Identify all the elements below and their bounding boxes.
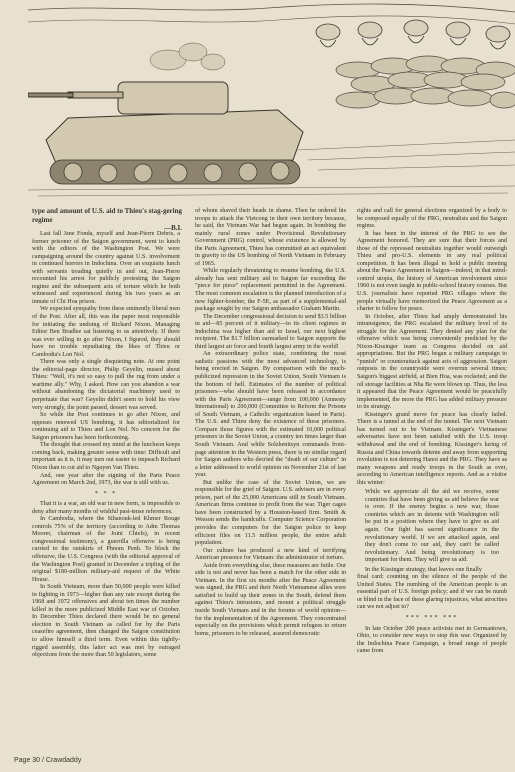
- paragraph: In Cambodia, where the Sihanouk-led Khmer Rouge controls 75% of the territory (according to Adm Thomas Moorer, chairman of the Joint Chiefs), in recent congressional testimony), a guerrilla offensive is being carried to the outskirts of Phnom Penh. To block the offensive, the U.S. Congress (with the editorial approval of the Washington Post) granted in December a tripling of the original $180-million military-aid request of the White House.: [32, 516, 180, 583]
- paragraph: In late October 200 peace activists met in Germantown, Ohio, to consider new ways to stop this war. Organized by the Indochina Peace Campaign, a broad range of people came from: [357, 625, 507, 655]
- paragraph: But unlike the case of the Soviet Union, we are responsible for the grief of Saigon. U.S. advisers are in every prison, part of the 25,000 Americans still in South Vietnam. American firms continue to profit from the war. Tiger cages have been constructed by a Houston-based firm. Smith & Wesson sends the handcuffs. Computer Science Corporation provides the computers for the Saigon police to keep efficient files on 11.5 million people, the entire adult population.: [195, 479, 346, 547]
- paragraph: of whom shaved their heads in shame. Then he ordered his troops to attack the Vietcong in their own territory because, he said, the Vietnam War had begun again. In bombing the mainly rural zones under Provisional Revolutionary Government (PRG) control, whose existence is allowed by the Paris Agreement, Thieu has committed an act equivalent in gravity to the US bombing of North Vietnam in February of 1965.: [195, 208, 346, 267]
- tank-soldiers-illustration: [28, 0, 515, 205]
- paragraph: It has been in the interest of the PRG to see the Agreement honored. They are sure that their forces and those of the repressed neutralists together would outweigh Thieu and pro-U.S. elements in any real political competition. It has been illegal to hold a public meeting about the Peace Agreement in Saigon—indeed, in that mind-control utopia, the history of American involvement since 1960 is not even taught in public-school history courses. But U.S. journalists have reported PRG villages where the people virtually have memorized the Peace Agreement as a charter to follow for peace.: [357, 230, 507, 313]
- paragraph: Last fall Jane Fonda, myself and Jean-Pierre Debris, a former prisoner of the Saigon government, went to lunch with the editors of the Washington Post. We were campaigning around the country against U.S. involvement in continued horrors in Indochina. Over an exquisite lunch with servants treading quietly in and out, Jean-Pierre recounted his arrest for publicly protesting the Saigon regime and the subsequent acts of torture which he both witnessed and experienced during his two years as an inmate of Chi Hoa prison.: [32, 231, 180, 305]
- section-separator: * * *: [94, 490, 118, 497]
- paragraph: The December congressional decision to send $3.5 billion in aid—85 percent of it military—to its client regimes in Indochina was higher than aid to Israel, our next highest recipient. The $1.7 billion earmarked to Saigon supports the third largest air force and fourth largest army in the world!: [195, 313, 346, 350]
- paragraph: We expected sympathy from these eminently liberal men of the Post. After all, this was the paper most responsible for initiating the undoing of Richard Nixon. Managing Editor Ben Bradlee sat listening to us attentively. If there was ever willing to go after Nixon, I figured, they should have no trouble repudiating the likes of Thieu or Cambodia's Lon Nol.: [32, 306, 180, 358]
- paragraph: In October, after Thieu had amply demonstrated his intransigence, the PRG escalated the military level of its struggle for the Agreement. They denied any plan for the offensive which was being conveniently predicted by the Nixon-Kissinger team as Congress decided on aid appropriations. But the PRG began a military campaign to "punish" or counterattack against acts of aggression. Saigon outposts in the countryside were overrun several times; Saigon's biggest airfield, at Bien Hoa, was rocketed; and the oil storage facilities at Nha Be were blown up. Thus, the less it appeared that the Peace Agreement would be peacefully implemented, the more the PRG has added military pressure to its strategy.: [357, 313, 507, 411]
- caption-text: type and amount of U.S. aid to Thieu's stag-gering regime: [32, 207, 183, 224]
- paragraph: And, one year after the signing of the Paris Peace Agreement on March 2nd, 1973, the war is still with us.: [32, 472, 180, 487]
- paragraph: Kissinger's grand move for peace has clearly failed. There is a tunnel at the end of the tunnel. The next Vietnam has turned out to be Vietnam. Kissinger's Vietnamese adversaries have not been satisfied with the U.S. troop withdrawal and the end of bombing. Kissinger's luring of Russia and China towards detente and away from supporting revolution is not deterring Hanoi and the PRG. They have as many weapons and ready troops in the South as ever, according to American intelligence reports. And as a visitor this winter:: [357, 411, 507, 486]
- article-column-2: [195, 208, 346, 638]
- paragraph: In South Vietnam, more than 50,000 people were killed in fighting in 1973—higher than any rate except during the 1968 and 1972 offensives and about ten times the number killed in the more publicized Middle East war of October. In December Thieu declared there would be no general election in South Vietnam as called for by the Paris ceasefire agreement, then changed the Saigon constitution to allow himself a third term. Even within this tightly-rigged assembly, this latter act was met by outraged objections from the more than 50 legislators, some: [32, 584, 180, 659]
- article-column-1: [32, 231, 180, 660]
- paragraph: rights and call for general elections organized by a body to be composed equally of the PRG, neutralists and the Saigon regime.: [357, 208, 507, 230]
- page-footer: Page 30 / Crawdaddy: [14, 757, 82, 764]
- illustration-caption: [32, 207, 182, 233]
- paragraph: An extraordinary police state, combining the most sadistic passions with the most advanced technology, is being erected in Saigon. By comparison with the much-publicized repression in the Soviet Union, South Vietnam is the bottom of hell. Estimates of the number of political prisoners—who should have been released in accordance with the Paris Agreement—range from 100,000 (Amnesty International) to 200,000 (Committee to Reform the Prisons of South Vietnam, a Catholic organization based in Paris). The U.S. and Thieu deny the existence of these prisoners. Compare those figures with the estimated 10,000 political prisoners in the Soviet Union, a country ten times larger than South Vietnam. And while Solzhenitsyn commands front-page attention in the Western press, there is no similar regard for Saigon authors who decried the "death of our culture" in a letter addressed to world opinion on November 21st of last year.: [195, 351, 346, 479]
- paragraph: So while the Post continues to go after Nixon, and opposes renewed US bombing, it has editorialized for continuing aid to Thieu and Lon Nol. No concern for the Saigon prisoners has been forthcoming.: [32, 412, 180, 441]
- paragraph: There was only a single disquieting note. At one point the editorial-page director, Philip Geyelin, mused about Thieu: "Well, it's not so easy to pull the rug from under a wartime ally." Why, I asked. How can you abandon a war without abandoning the dictatorial machinery used to perpetuate that war? Geyelin didn't seem to hold his view very strongly, the point passed, dessert was served.: [32, 359, 180, 411]
- paragraph: In the Kissinger strategy, that leaves one finally: [365, 566, 482, 573]
- article-column-3: [357, 208, 507, 656]
- paragraph: The thought that crossed my mind at the luncheon keeps coming back, making greater sense with time: Difficult and important as it is, it may turn out easier to impeach Richard Nixon than to cut aid to Nguyen Van Thieu.: [32, 442, 180, 471]
- paragraph: That it is a war, an old war in new form, is impossible to deny after many months of wishful past-tense references.: [32, 501, 180, 515]
- paragraph: final card: counting on the silence of the people of the United States. The numbing of the American people is an essential part of U.S. foreign policy; and if we can be numb or blind in the face of these glaring injustices, what atrocities can we not adjust to?: [357, 574, 507, 611]
- paragraph: Our culture has produced a new kind of terrifying American presence for Vietnam: the administrator of torture.: [195, 547, 346, 562]
- paragraph: Aside from everything else, these measures are futile. Our side is not and never has been a match for the other side in Vietnam. In the first six months after the Peace Agreement was signed, the PRG and their North Vietnamese allies were satisfied to build up their zones in the South, defend them against Thieu's intrusions, and mount a political struggle inside South Vietnam and in the forums of world opinion—for the implementation of the Agreement. They concentrated especially on the provisions which permit refugees to return home, prisoners to be released, assured democratic: [195, 562, 346, 637]
- block-quote: While we appreciate all the aid we receive, some countries that have been giving us aid believe the war is over. If the enemy begins a new war, those countries which are in detente with Washington will be put in a position where they have to give us aid again. Our fight has sacred significance in the revolutionary world. If we are attacked again, and they don't come to our aid, they can't be called revolutionary. And being revolutionary is too important for them. They will give us aid.: [365, 489, 499, 564]
- paragraph: While regularly threatening to resume bombing, the U.S. already has sent military aid to Saigon far exceeding the "piece for piece" replacement permitted in the Agreement. The most common escalation is the planned introduction of a new fighter-bomber, the F-5E, as part of a supplemental-aid package sought by our Saigon ambassador Graham Martin.: [195, 268, 346, 313]
- caption-credit: —B.I.: [164, 224, 182, 233]
- section-separator: *** *** ***: [405, 614, 459, 621]
